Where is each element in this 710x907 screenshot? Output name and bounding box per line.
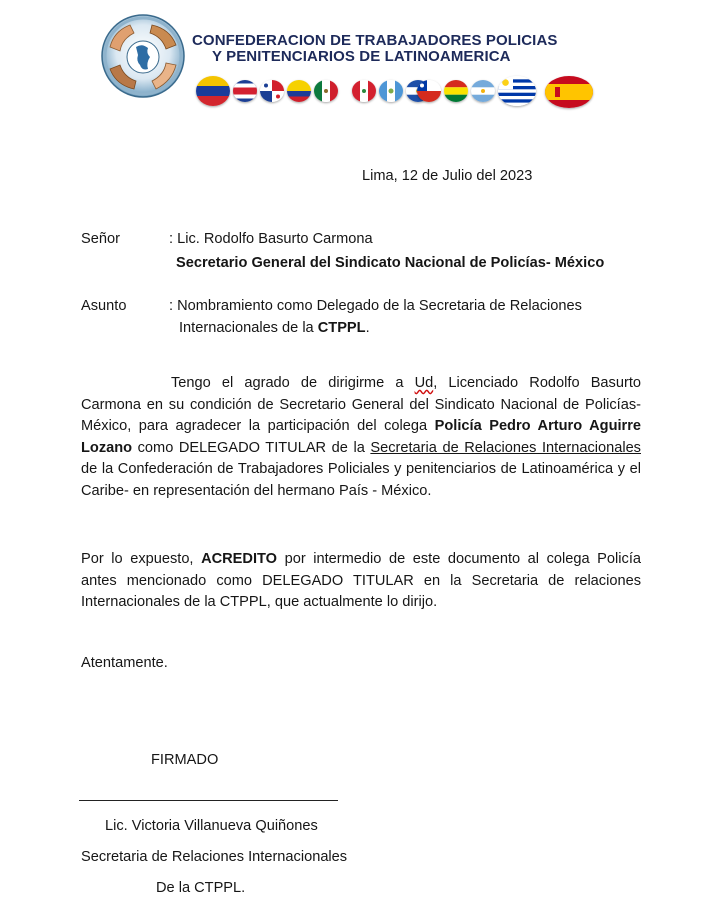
recipient-name: : Lic. Rodolfo Basurto Carmona <box>169 231 373 247</box>
costa-rica-flag-icon <box>233 80 257 102</box>
paragraph2-text-b: por intermedio de este documento al colega Policía antes mencionado como DELEGADO TITULAR en la Secretaria de relaciones Internacionales de la CTPPL, que actualmente lo dirijo. <box>81 551 641 610</box>
organization-name-line1: CONFEDERACION DE TRABAJADORES POLICIAS <box>192 32 558 49</box>
subject-line2-bold: CTPPL <box>317 320 366 336</box>
subject-line2-suffix: . <box>365 320 370 336</box>
venezuela-flag-icon <box>196 76 230 106</box>
body-paragraph-1 <box>81 373 641 502</box>
closing: Atentamente. <box>81 655 168 671</box>
signed-label: FIRMADO <box>151 752 219 768</box>
date-line: Lima, 12 de Julio del 2023 <box>362 168 533 184</box>
uruguay-flag-icon <box>498 76 536 106</box>
subject-line2-prefix: Internacionales de la <box>179 320 318 336</box>
organization-logo <box>100 13 186 99</box>
guatemala-flag-icon <box>379 80 403 102</box>
paragraph2-text-a: Por lo expuesto, <box>81 551 202 567</box>
recipient-label: Señor <box>81 231 120 247</box>
signature-role: Secretaria de Relaciones Internacionales <box>81 849 348 865</box>
mexico-flag-icon <box>314 80 338 102</box>
signature-line <box>79 800 338 801</box>
colombia-flag-icon <box>287 80 311 102</box>
paragraph1-text-b: , Licenciado Rodolfo Basurto Carmona en su condición de Secretario General del Sindicato Nacional de Policías-México, para agradecer la participación del colega <box>81 375 641 434</box>
peru-flag-icon <box>352 80 376 102</box>
panama-flag-icon <box>260 80 284 102</box>
globe-icon <box>127 41 159 73</box>
chile-flag-icon <box>417 80 441 102</box>
paragraph1-ud: Ud <box>414 375 434 391</box>
spain-flag-icon <box>545 76 593 108</box>
recipient-title: Secretario General del Sindicato Nacional de Policías- México <box>176 255 605 271</box>
paragraph1-text-d: de la Confederación de Trabajadores Policiales y penitenciarios de Latinoamérica y el Caribe- en representación del hermano País - México. <box>81 461 641 499</box>
paragraph1-text-a: Tengo el agrado de dirigirme a <box>171 375 415 391</box>
signature-org: De la CTPPL. <box>156 880 246 896</box>
subject-line2 <box>179 320 370 336</box>
subject-line1: : Nombramiento como Delegado de la Secretaria de Relaciones <box>169 298 582 314</box>
paragraph1-bold-name: Policía Pedro Arturo Aguirre Lozano <box>81 418 642 456</box>
body-paragraph-2 <box>81 549 641 614</box>
bolivia-flag-icon <box>444 80 468 102</box>
paragraph2-bold: ACREDITO <box>201 551 278 567</box>
subject-label: Asunto <box>81 298 127 314</box>
signature-name: Lic. Victoria Villanueva Quiñones <box>105 818 318 834</box>
paragraph1-underlined: Secretaria de Relaciones Internacionales <box>370 439 641 456</box>
argentina-flag-icon <box>471 80 495 102</box>
organization-name-line2: Y PENITENCIARIOS DE LATINOAMERICA <box>212 48 511 65</box>
paragraph1-text-c: como DELEGADO TITULAR de la <box>132 439 371 456</box>
